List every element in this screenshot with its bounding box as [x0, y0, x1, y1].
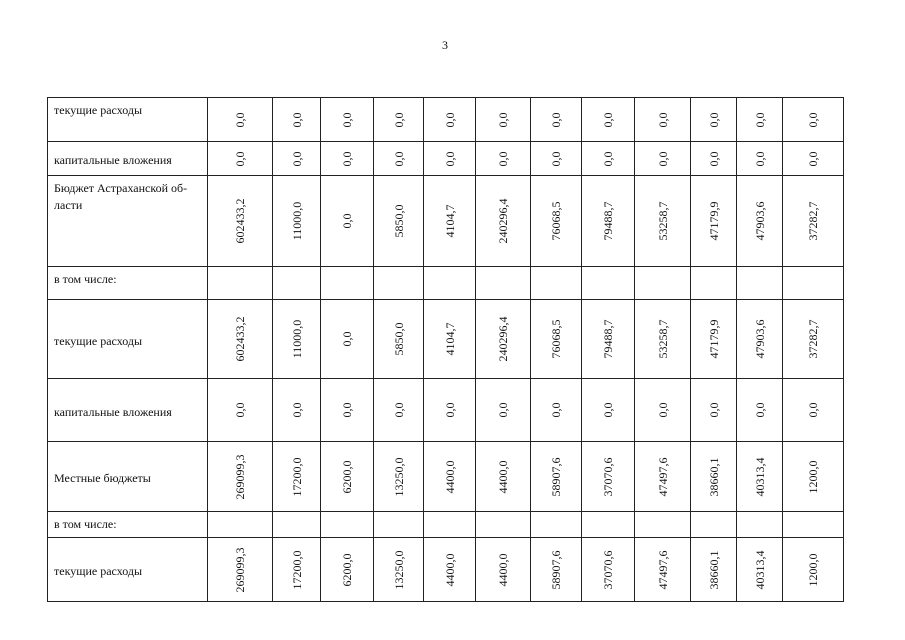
value-cell: [582, 142, 635, 176]
value-cell: [208, 512, 273, 538]
value-cell: [582, 442, 635, 512]
cell-value: 0,0: [233, 112, 247, 127]
cell-value: 0,0: [549, 151, 563, 166]
value-cell: [321, 379, 374, 442]
cell-value: 0,0: [655, 402, 670, 418]
cell-value: 0,0: [442, 151, 457, 166]
cell-value: 269099,3: [233, 547, 247, 592]
value-cell: [476, 176, 531, 267]
value-cell: [582, 379, 635, 442]
cell-value: 0,0: [549, 112, 563, 127]
cell-value: 53258,7: [655, 319, 670, 359]
table-row: [48, 300, 844, 379]
value-cell: [208, 176, 273, 267]
value-cell: [476, 442, 531, 512]
cell-value: 0,0: [289, 402, 304, 418]
value-cell: [691, 512, 737, 538]
cell-value: 5850,0: [391, 204, 406, 238]
cell-value: 0,0: [752, 402, 767, 418]
value-cell: [476, 98, 531, 142]
row-label: текущие расходы: [48, 98, 208, 142]
cell-value: 0,0: [233, 402, 247, 418]
value-cell: [531, 442, 582, 512]
cell-value: 37282,7: [806, 201, 820, 241]
value-cell: [582, 98, 635, 142]
value-cell: [273, 267, 321, 300]
cell-value: 0,0: [442, 112, 457, 127]
value-cell: [737, 538, 783, 602]
value-cell: [737, 379, 783, 442]
value-cell: [208, 538, 273, 602]
cell-value: 0,0: [706, 402, 721, 418]
value-cell: [783, 142, 844, 176]
cell-value: 53258,7: [655, 201, 670, 241]
value-cell: [321, 267, 374, 300]
value-cell: [424, 442, 476, 512]
value-cell: [691, 442, 737, 512]
cell-value: 0,0: [289, 151, 304, 166]
value-cell: [374, 379, 424, 442]
value-cell: [635, 538, 691, 602]
cell-value: 0,0: [806, 151, 820, 166]
cell-value: 4400,0: [496, 553, 510, 586]
value-cell: [273, 300, 321, 379]
row-label: текущие расходы: [48, 538, 208, 602]
cell-value: 4400,0: [442, 553, 457, 586]
value-cell: [208, 442, 273, 512]
cell-value: 0,0: [496, 151, 510, 166]
value-cell: [783, 512, 844, 538]
value-cell: [691, 176, 737, 267]
value-cell: [321, 142, 374, 176]
table-row: [48, 538, 844, 602]
value-cell: [208, 300, 273, 379]
value-cell: [531, 142, 582, 176]
cell-value: 5850,0: [391, 322, 406, 356]
value-cell: [783, 176, 844, 267]
cell-value: 1200,0: [806, 460, 820, 493]
cell-value: 0,0: [806, 112, 820, 127]
cell-value: 13250,0: [391, 457, 406, 496]
cell-value: 0,0: [549, 402, 563, 418]
value-cell: [374, 176, 424, 267]
value-cell: [531, 98, 582, 142]
table-row: [48, 176, 844, 267]
value-cell: [783, 300, 844, 379]
value-cell: [783, 442, 844, 512]
cell-value: 0,0: [655, 151, 670, 166]
value-cell: [783, 267, 844, 300]
value-cell: [424, 300, 476, 379]
cell-value: 4104,7: [442, 204, 457, 238]
cell-value: 40313,4: [752, 457, 767, 496]
row-label: текущие расходы: [48, 300, 208, 379]
cell-value: 240296,4: [496, 316, 510, 362]
cell-value: 58907,6: [549, 550, 563, 589]
cell-value: 40313,4: [752, 550, 767, 589]
cell-value: 0,0: [340, 151, 354, 166]
budget-table: [47, 97, 844, 602]
value-cell: [374, 442, 424, 512]
value-cell: [424, 267, 476, 300]
cell-value: 11000,0: [289, 201, 304, 241]
value-cell: [424, 142, 476, 176]
cell-value: 0,0: [391, 402, 406, 418]
cell-value: 0,0: [340, 402, 354, 418]
value-cell: [737, 142, 783, 176]
value-cell: [737, 442, 783, 512]
table-row: [48, 379, 844, 442]
value-cell: [273, 142, 321, 176]
cell-value: 79488,7: [601, 201, 615, 241]
cell-value: 76068,5: [549, 319, 563, 359]
value-cell: [374, 142, 424, 176]
value-cell: [424, 512, 476, 538]
value-cell: [476, 379, 531, 442]
cell-value: 602433,2: [233, 316, 247, 362]
cell-value: 47497,6: [655, 457, 670, 496]
value-cell: [424, 379, 476, 442]
value-cell: [374, 512, 424, 538]
value-cell: [582, 512, 635, 538]
cell-value: 38660,1: [706, 457, 721, 496]
cell-value: 47497,6: [655, 550, 670, 589]
value-cell: [321, 98, 374, 142]
row-label: капитальные вложения: [48, 379, 208, 442]
value-cell: [476, 512, 531, 538]
cell-value: 6200,0: [340, 553, 354, 586]
value-cell: [691, 98, 737, 142]
value-cell: [273, 98, 321, 142]
value-cell: [321, 176, 374, 267]
value-cell: [476, 142, 531, 176]
table-row: [48, 267, 844, 300]
value-cell: [424, 176, 476, 267]
value-cell: [531, 512, 582, 538]
value-cell: [321, 300, 374, 379]
value-cell: [635, 267, 691, 300]
cell-value: 37070,6: [601, 457, 615, 496]
value-cell: [476, 538, 531, 602]
cell-value: 37070,6: [601, 550, 615, 589]
value-cell: [273, 442, 321, 512]
value-cell: [208, 379, 273, 442]
cell-value: 269099,3: [233, 454, 247, 499]
cell-value: 0,0: [289, 112, 304, 127]
value-cell: [635, 98, 691, 142]
value-cell: [691, 300, 737, 379]
row-label: Местные бюджеты: [48, 442, 208, 512]
cell-value: 76068,5: [549, 201, 563, 241]
cell-value: 0,0: [706, 112, 721, 127]
value-cell: [321, 538, 374, 602]
value-cell: [691, 267, 737, 300]
value-cell: [273, 176, 321, 267]
cell-value: 58907,6: [549, 457, 563, 496]
cell-value: 17200,0: [289, 550, 304, 589]
cell-value: 0,0: [752, 112, 767, 127]
cell-value: 1200,0: [806, 553, 820, 586]
table-row: [48, 98, 844, 142]
value-cell: [476, 267, 531, 300]
cell-value: 0,0: [706, 151, 721, 166]
value-cell: [783, 538, 844, 602]
cell-value: 0,0: [601, 112, 615, 127]
value-cell: [208, 98, 273, 142]
cell-value: 0,0: [496, 402, 510, 418]
value-cell: [635, 379, 691, 442]
row-label: Бюджет Астраханской об-ласти: [48, 176, 208, 267]
value-cell: [374, 98, 424, 142]
value-cell: [374, 267, 424, 300]
cell-value: 0,0: [601, 151, 615, 166]
cell-value: 0,0: [391, 151, 406, 166]
value-cell: [737, 176, 783, 267]
value-cell: [582, 300, 635, 379]
cell-value: 0,0: [752, 151, 767, 166]
value-cell: [208, 267, 273, 300]
value-cell: [531, 538, 582, 602]
table-row: [48, 142, 844, 176]
value-cell: [424, 538, 476, 602]
value-cell: [273, 512, 321, 538]
value-cell: [635, 300, 691, 379]
cell-value: 0,0: [496, 112, 510, 127]
value-cell: [582, 267, 635, 300]
value-cell: [531, 267, 582, 300]
value-cell: [582, 176, 635, 267]
cell-value: 0,0: [233, 151, 247, 166]
table-row: [48, 512, 844, 538]
cell-value: 0,0: [601, 402, 615, 418]
cell-value: 47903,6: [752, 201, 767, 241]
value-cell: [635, 442, 691, 512]
cell-value: 47179,9: [706, 319, 721, 359]
cell-value: 4104,7: [442, 322, 457, 356]
value-cell: [273, 538, 321, 602]
value-cell: [783, 379, 844, 442]
value-cell: [691, 142, 737, 176]
value-cell: [582, 538, 635, 602]
cell-value: 37282,7: [806, 319, 820, 359]
value-cell: [531, 176, 582, 267]
cell-value: 38660,1: [706, 550, 721, 589]
value-cell: [737, 512, 783, 538]
cell-value: 0,0: [340, 213, 354, 229]
value-cell: [531, 300, 582, 379]
cell-value: 79488,7: [601, 319, 615, 359]
value-cell: [737, 267, 783, 300]
cell-value: 0,0: [340, 112, 354, 127]
value-cell: [374, 300, 424, 379]
cell-value: 4400,0: [442, 460, 457, 493]
value-cell: [321, 512, 374, 538]
value-cell: [691, 538, 737, 602]
cell-value: 13250,0: [391, 550, 406, 589]
cell-value: 17200,0: [289, 457, 304, 496]
value-cell: [208, 142, 273, 176]
cell-value: 0,0: [391, 112, 406, 127]
value-cell: [476, 300, 531, 379]
row-label: в том числе:: [48, 267, 208, 300]
page-number: 3: [442, 38, 448, 52]
cell-value: 0,0: [655, 112, 670, 127]
cell-value: 47179,9: [706, 201, 721, 241]
cell-value: 6200,0: [340, 460, 354, 493]
value-cell: [691, 379, 737, 442]
cell-value: 240296,4: [496, 198, 510, 244]
value-cell: [635, 512, 691, 538]
row-label: капитальные вложения: [48, 142, 208, 176]
value-cell: [424, 98, 476, 142]
table-row: [48, 442, 844, 512]
cell-value: 0,0: [340, 331, 354, 347]
cell-value: 602433,2: [233, 198, 247, 244]
value-cell: [273, 379, 321, 442]
cell-value: 47903,6: [752, 319, 767, 359]
value-cell: [321, 442, 374, 512]
value-cell: [635, 142, 691, 176]
row-label: в том числе:: [48, 512, 208, 538]
value-cell: [737, 300, 783, 379]
value-cell: [635, 176, 691, 267]
value-cell: [737, 98, 783, 142]
cell-value: 11000,0: [289, 319, 304, 359]
value-cell: [531, 379, 582, 442]
cell-value: 0,0: [806, 402, 820, 418]
value-cell: [783, 98, 844, 142]
value-cell: [374, 538, 424, 602]
cell-value: 4400,0: [496, 460, 510, 493]
cell-value: 0,0: [442, 402, 457, 418]
